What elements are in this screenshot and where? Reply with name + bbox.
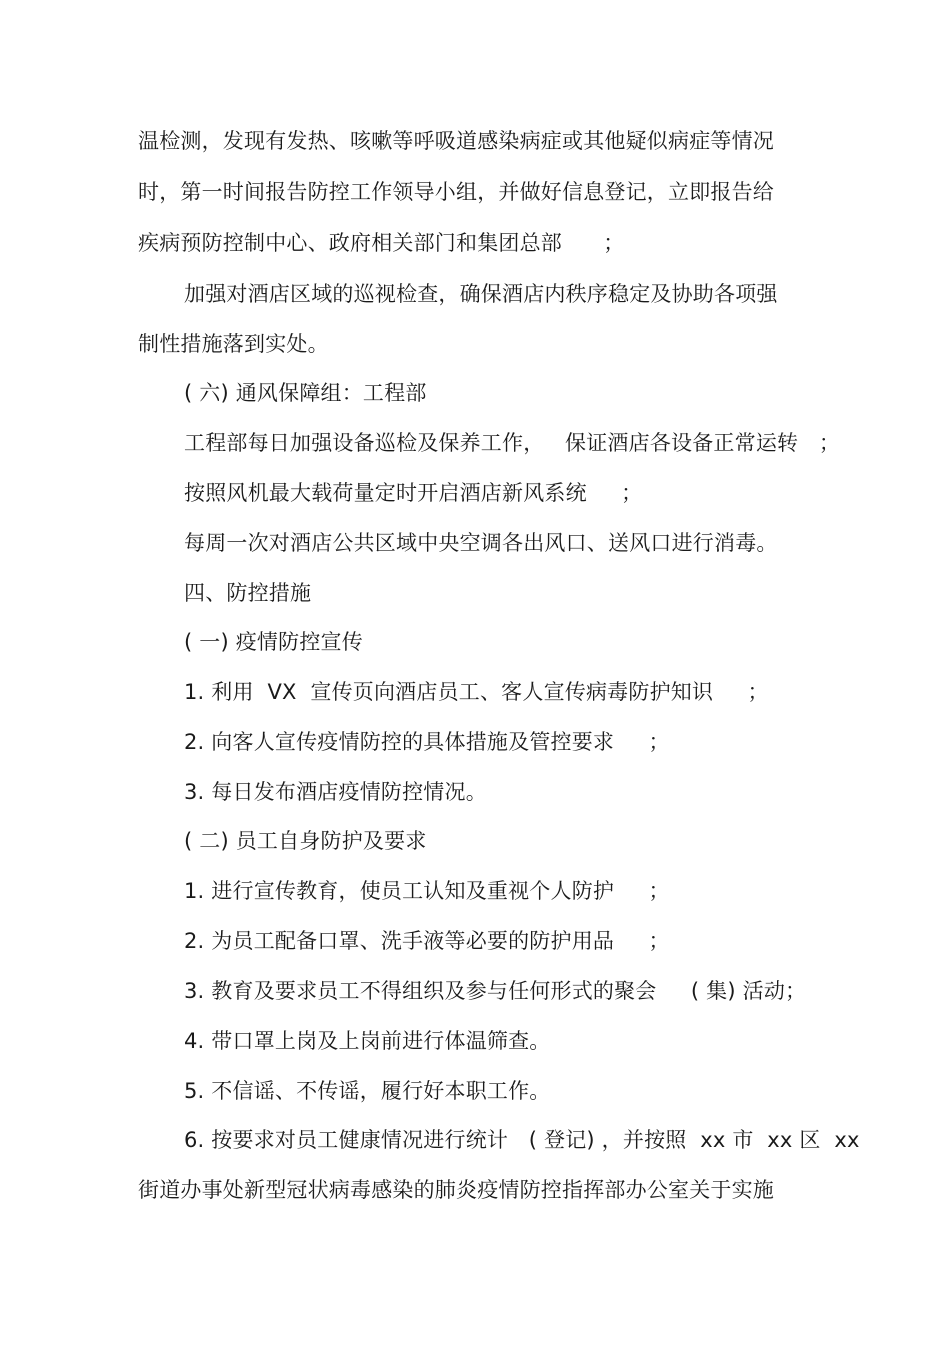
paragraph-line: 温检测，发现有发热、咳嗽等呼吸道感染病症或其他疑似病症等情况 [138,129,774,153]
list-item: 5. 不信谣、不传谣，履行好本职工作。 [184,1079,551,1103]
list-item: 1. 进行宣传教育，使员工认知及重视个人防护 ； [184,879,670,903]
section-heading: ( 一) 疫情防控宣传 [184,630,363,654]
paragraph-line: 时，第一时间报告防控工作领导小组，并做好信息登记，立即报告给 [138,180,774,204]
section-heading: ( 六) 通风保障组：工程部 [184,381,427,405]
paragraph-line: 按照风机最大载荷量定时开启酒店新风系统 ； [184,481,643,505]
list-item: 3. 每日发布酒店疫情防控情况。 [184,780,487,804]
section-heading: ( 二) 员工自身防护及要求 [184,829,427,853]
paragraph-line: 街道办事处新型冠状病毒感染的肺炎疫情防控指挥部办公室关于实施 [138,1178,774,1202]
paragraph-line: 制性措施落到实处。 [138,332,329,356]
list-item: 4. 带口罩上岗及上岗前进行体温筛查。 [184,1029,551,1053]
paragraph-line: 工程部每日加强设备巡检及保养工作， 保证酒店各设备正常运转 ； [184,431,841,455]
section-heading: 四、防控措施 [184,581,312,605]
list-item: 2. 为员工配备口罩、洗手液等必要的防护用品 ； [184,929,670,953]
list-item: 1. 利用 VX 宣传页向酒店员工、客人宣传病毒防护知识 ； [184,680,769,704]
paragraph-line: 加强对酒店区域的巡视检查，确保酒店内秩序稳定及协助各项强 [184,282,778,306]
list-item: 2. 向客人宣传疫情防控的具体措施及管控要求 ； [184,730,670,754]
list-item: 3. 教育及要求员工不得组织及参与任何形式的聚会 ( 集) 活动； [184,979,807,1003]
paragraph-line: 每周一次对酒店公共区域中央空调各出风口、送风口进行消毒。 [184,531,778,555]
paragraph-line: 疾病预防控制中心、政府相关部门和集团总部 ； [138,231,625,255]
list-item: 6. 按要求对员工健康情况进行统计 ( 登记) ，并按照 xx 市 xx 区 xx [184,1128,860,1152]
